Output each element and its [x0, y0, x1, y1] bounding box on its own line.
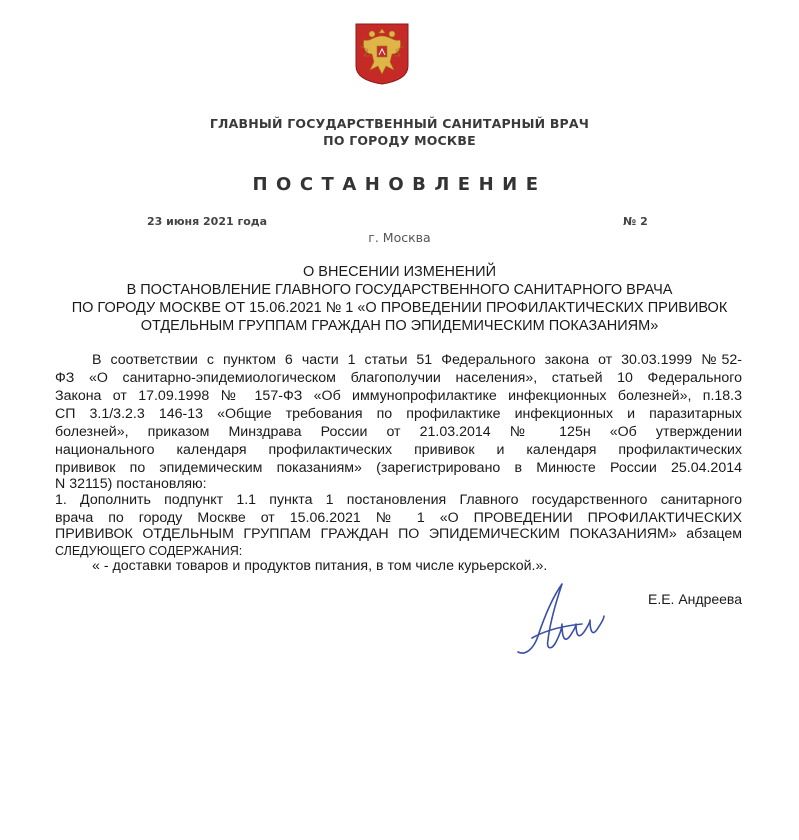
issuer-line-1: ГЛАВНЫЙ ГОСУДАРСТВЕННЫЙ САНИТАРНЫЙ ВРАЧ [209, 116, 590, 131]
title-line: ПО ГОРОДУ МОСКВЕ ОТ 15.06.2021 № 1 «О ПРОВЕДЕНИИ ПРОФИЛАКТИЧЕСКИХ ПРИВИВОК [71, 300, 728, 316]
coat-of-arms-icon [354, 22, 410, 86]
body-line: 1. Дополнить подпункт 1.1 пункта 1 постановления Главного государственного санитарного [55, 492, 742, 508]
body-line: В соответствии с пунктом 6 части 1 статьи 51 Федерального закона от 30.03.1999 №52- [92, 352, 742, 368]
handwritten-signature [512, 578, 612, 660]
title-line: ОТДЕЛЬНЫМ ГРУППАМ ГРАЖДАН ПО ЭПИДЕМИЧЕСКИМ ПОКАЗАНИЯМ» [140, 318, 659, 334]
body-line: « - доставки товаров и продуктов питания, в том числе курьерской.». [92, 558, 548, 574]
issuer-line-2: ПО ГОРОДУ МОСКВЕ [323, 133, 476, 148]
body-line: врача по городу Москве от 15.06.2021 № 1 «О ПРОВЕДЕНИИ ПРОФИЛАКТИЧЕСКИХ [55, 510, 742, 526]
body-line: СП 3.1/3.2.3 146-13 «Общие требования по профилактике инфекционных и паразитарных [55, 406, 742, 422]
body-line: болезней», приказом Минздрава России от 21.03.2014 № 125н «Об утверждении [55, 424, 742, 440]
body-line: ПРИВИВОК ОТДЕЛЬНЫМ ГРУППАМ ГРАЖДАН ПО ЭПИДЕМИЧЕСКИМ ПОКАЗАНИЯМ» абзацем [55, 526, 742, 542]
document-type: ПОСТАНОВЛЕНИЕ [252, 174, 547, 195]
document-city: г. Москва [368, 230, 431, 245]
title-line: В ПОСТАНОВЛЕНИЕ ГЛАВНОГО ГОСУДАРСТВЕННОГО САНИТАРНОГО ВРАЧА [126, 282, 673, 298]
document-date: 23 июня 2021 года [147, 215, 268, 228]
body-line: N 32115) постановляю: [55, 476, 207, 492]
body-line: СЛЕДУЮЩЕГО СОДЕРЖАНИЯ: [55, 544, 243, 558]
title-line: О ВНЕСЕНИИ ИЗМЕНЕНИЙ [303, 264, 496, 280]
signer-name: Е.Е. Андреева [647, 591, 742, 607]
document-number: № 2 [623, 215, 648, 228]
body-line: Закона от 17.09.1998 № 157-ФЗ «Об иммунопрофилактике инфекционных болезней», п.18.3 [55, 388, 742, 404]
body-line: прививок по эпидемическим показаниям» (зарегистрировано в Минюсте России 25.04.2014 [55, 460, 742, 476]
body-line: национального календаря профилактических прививок и календаря профилактических [55, 442, 742, 458]
body-line: ФЗ «О санитарно-эпидемиологическом благополучии населения», статьей 10 Федерального [55, 370, 742, 386]
